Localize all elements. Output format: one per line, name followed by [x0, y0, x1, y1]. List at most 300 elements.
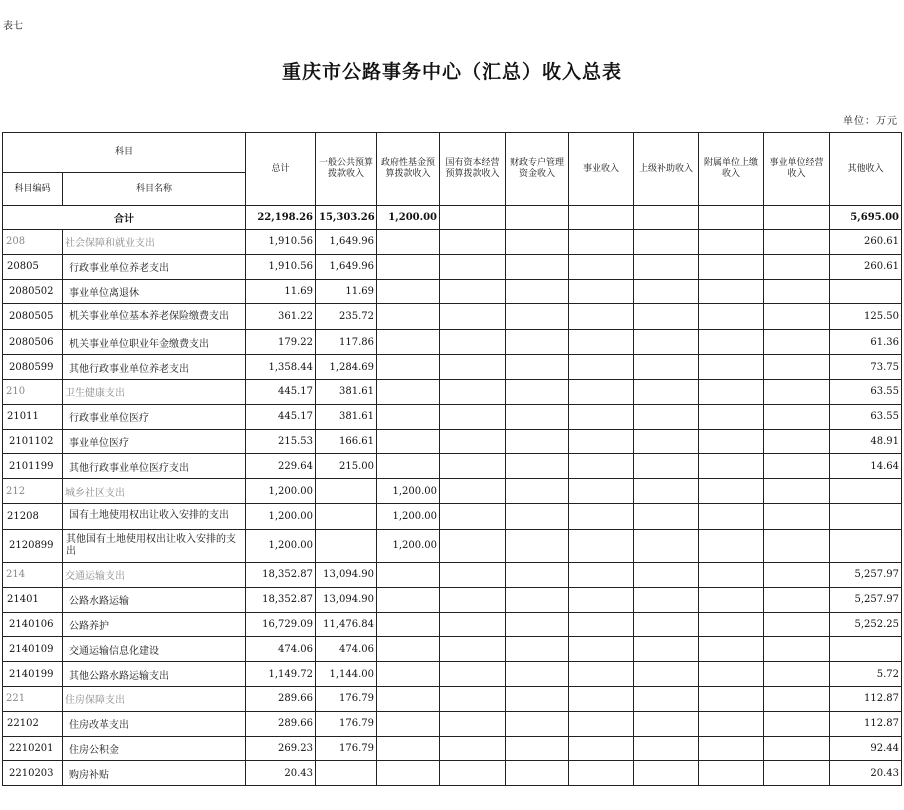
cell-general-budget: 1,144.00 [316, 662, 377, 687]
cell-empty [506, 711, 569, 736]
cell-total: 179.22 [246, 330, 316, 355]
cell-other-income: 20.43 [830, 761, 902, 786]
subject-name: 购房补贴 [63, 761, 246, 786]
cell-empty [440, 404, 506, 429]
header-other-income: 其他收入 [830, 133, 902, 206]
cell-general-budget: 1,649.96 [316, 230, 377, 255]
cell-gov-fund [377, 429, 440, 454]
table-row [3, 429, 902, 454]
subject-code: 21011 [3, 404, 63, 429]
cell-general-budget: 13,094.90 [316, 562, 377, 587]
cell-other-income: 260.61 [830, 254, 902, 279]
subject-code: 210 [3, 379, 63, 404]
cell-empty [506, 279, 569, 304]
total-empty-cell [506, 206, 569, 230]
total-other-income: 5,695.00 [830, 206, 902, 230]
cell-empty [699, 355, 764, 380]
subject-code: 2140106 [3, 612, 63, 637]
subject-name: 住房保障支出 [63, 686, 246, 711]
cell-empty [764, 230, 830, 255]
cell-empty [634, 637, 699, 662]
cell-empty [634, 254, 699, 279]
subject-name: 国有土地使用权出让收入安排的支出 [63, 503, 246, 529]
header-higher-subsidy: 上级补助收入 [634, 133, 699, 206]
subject-name: 机关事业单位基本养老保险缴费支出 [63, 304, 246, 330]
cell-total: 1,200.00 [246, 479, 316, 504]
cell-empty [440, 637, 506, 662]
cell-empty [764, 254, 830, 279]
cell-empty [440, 503, 506, 529]
cell-general-budget: 176.79 [316, 686, 377, 711]
cell-empty [764, 355, 830, 380]
cell-empty [506, 304, 569, 330]
cell-empty [506, 230, 569, 255]
table-row [3, 230, 902, 255]
subject-code: 21401 [3, 587, 63, 612]
total-empty-cell [699, 206, 764, 230]
cell-empty [699, 686, 764, 711]
cell-empty [440, 304, 506, 330]
cell-other-income: 5,257.97 [830, 562, 902, 587]
cell-general-budget: 117.86 [316, 330, 377, 355]
cell-gov-fund [377, 562, 440, 587]
cell-total: 1,149.72 [246, 662, 316, 687]
cell-empty [440, 230, 506, 255]
cell-empty [699, 279, 764, 304]
cell-gov-fund [377, 379, 440, 404]
cell-gov-fund: 1,200.00 [377, 503, 440, 529]
header-name: 科目名称 [63, 173, 246, 206]
subject-code: 2210203 [3, 761, 63, 786]
cell-total: 1,358.44 [246, 355, 316, 380]
cell-empty [634, 686, 699, 711]
cell-empty [634, 304, 699, 330]
cell-other-income [830, 503, 902, 529]
subject-code: 2101199 [3, 454, 63, 479]
cell-empty [764, 479, 830, 504]
cell-other-income: 63.55 [830, 379, 902, 404]
cell-empty [506, 429, 569, 454]
cell-empty [699, 637, 764, 662]
cell-general-budget [316, 503, 377, 529]
cell-empty [764, 562, 830, 587]
cell-general-budget: 235.72 [316, 304, 377, 330]
header-state-capital: 国有资本经营预算拨款收入 [440, 133, 506, 206]
header-total: 总计 [246, 133, 316, 206]
table-row [3, 254, 902, 279]
subject-name: 其他行政事业单位养老支出 [63, 355, 246, 380]
table-row [3, 279, 902, 304]
cell-empty [699, 379, 764, 404]
subject-name: 其他行政事业单位医疗支出 [63, 454, 246, 479]
cell-empty [569, 612, 634, 637]
cell-empty [764, 304, 830, 330]
cell-gov-fund [377, 662, 440, 687]
cell-gov-fund [377, 612, 440, 637]
cell-empty [569, 503, 634, 529]
cell-empty [506, 529, 569, 562]
cell-empty [764, 612, 830, 637]
cell-empty [569, 355, 634, 380]
cell-gov-fund [377, 254, 440, 279]
cell-empty [569, 279, 634, 304]
income-summary-table [2, 132, 902, 786]
header-operating-income: 事业单位经营收入 [764, 133, 830, 206]
cell-gov-fund [377, 330, 440, 355]
cell-general-budget: 13,094.90 [316, 587, 377, 612]
cell-total: 474.06 [246, 637, 316, 662]
cell-empty [569, 330, 634, 355]
table-row [3, 761, 902, 786]
cell-general-budget: 381.61 [316, 404, 377, 429]
cell-empty [506, 736, 569, 761]
cell-total: 1,200.00 [246, 529, 316, 562]
subject-code: 2080505 [3, 304, 63, 330]
cell-general-budget: 11,476.84 [316, 612, 377, 637]
cell-empty [699, 304, 764, 330]
cell-empty [634, 230, 699, 255]
cell-other-income: 260.61 [830, 230, 902, 255]
cell-empty [506, 254, 569, 279]
cell-empty [764, 330, 830, 355]
header-code: 科目编码 [3, 173, 63, 206]
cell-other-income: 92.44 [830, 736, 902, 761]
cell-empty [569, 686, 634, 711]
cell-empty [699, 503, 764, 529]
subject-name: 其他国有土地使用权出让收入安排的支出 [63, 529, 246, 562]
cell-empty [569, 637, 634, 662]
cell-total: 289.66 [246, 711, 316, 736]
total-empty-cell [634, 206, 699, 230]
cell-empty [764, 379, 830, 404]
cell-other-income: 112.87 [830, 686, 902, 711]
cell-other-income [830, 279, 902, 304]
cell-empty [634, 503, 699, 529]
table-row [3, 379, 902, 404]
cell-empty [440, 587, 506, 612]
cell-empty [440, 562, 506, 587]
subject-name: 公路水路运输 [63, 587, 246, 612]
cell-other-income [830, 529, 902, 562]
total-total: 22,198.26 [246, 206, 316, 230]
cell-gov-fund [377, 404, 440, 429]
subject-name: 事业单位医疗 [63, 429, 246, 454]
table-row [3, 612, 902, 637]
cell-empty [699, 612, 764, 637]
cell-general-budget: 11.69 [316, 279, 377, 304]
subject-code: 22102 [3, 711, 63, 736]
subject-name: 其他公路水路运输支出 [63, 662, 246, 687]
cell-total: 215.53 [246, 429, 316, 454]
cell-empty [506, 612, 569, 637]
cell-empty [506, 355, 569, 380]
total-general-budget: 15,303.26 [316, 206, 377, 230]
cell-other-income: 63.55 [830, 404, 902, 429]
subject-code: 2101102 [3, 429, 63, 454]
cell-general-budget: 166.61 [316, 429, 377, 454]
table-number: 表七 [3, 21, 23, 32]
cell-total: 16,729.09 [246, 612, 316, 637]
subject-name: 行政事业单位养老支出 [63, 254, 246, 279]
header-affiliated-payment: 附属单位上缴收入 [699, 133, 764, 206]
cell-other-income: 112.87 [830, 711, 902, 736]
cell-empty [634, 761, 699, 786]
cell-empty [764, 404, 830, 429]
cell-empty [699, 711, 764, 736]
cell-empty [440, 736, 506, 761]
cell-empty [764, 662, 830, 687]
cell-empty [440, 454, 506, 479]
cell-empty [569, 736, 634, 761]
cell-total: 20.43 [246, 761, 316, 786]
cell-gov-fund [377, 355, 440, 380]
cell-empty [699, 479, 764, 504]
subject-code: 21208 [3, 503, 63, 529]
subject-code: 214 [3, 562, 63, 587]
cell-empty [699, 761, 764, 786]
cell-general-budget [316, 761, 377, 786]
subject-code: 2140109 [3, 637, 63, 662]
cell-gov-fund [377, 686, 440, 711]
subject-name: 住房改革支出 [63, 711, 246, 736]
cell-general-budget: 474.06 [316, 637, 377, 662]
cell-total: 18,352.87 [246, 587, 316, 612]
cell-total: 1,910.56 [246, 230, 316, 255]
cell-empty [699, 736, 764, 761]
cell-empty [440, 612, 506, 637]
cell-empty [634, 587, 699, 612]
cell-empty [764, 736, 830, 761]
cell-empty [440, 355, 506, 380]
cell-empty [569, 429, 634, 454]
cell-empty [506, 761, 569, 786]
cell-empty [506, 662, 569, 687]
total-label: 合计 [3, 206, 246, 230]
subject-name: 机关事业单位职业年金缴费支出 [63, 330, 246, 355]
cell-general-budget: 381.61 [316, 379, 377, 404]
cell-gov-fund [377, 736, 440, 761]
cell-empty [506, 404, 569, 429]
table-row [3, 330, 902, 355]
cell-gov-fund: 1,200.00 [377, 479, 440, 504]
cell-general-budget: 1,284.69 [316, 355, 377, 380]
cell-empty [440, 330, 506, 355]
cell-empty [506, 562, 569, 587]
subject-name: 卫生健康支出 [63, 379, 246, 404]
table-row [3, 355, 902, 380]
cell-general-budget: 176.79 [316, 736, 377, 761]
cell-other-income: 125.50 [830, 304, 902, 330]
cell-empty [764, 711, 830, 736]
cell-empty [440, 761, 506, 786]
cell-empty [506, 637, 569, 662]
cell-empty [634, 355, 699, 380]
table-row [3, 503, 902, 529]
cell-empty [699, 429, 764, 454]
subject-name: 行政事业单位医疗 [63, 404, 246, 429]
cell-empty [569, 304, 634, 330]
cell-general-budget: 1,649.96 [316, 254, 377, 279]
cell-empty [699, 254, 764, 279]
total-row [3, 206, 902, 230]
cell-total: 445.17 [246, 379, 316, 404]
cell-general-budget: 176.79 [316, 711, 377, 736]
cell-empty [634, 562, 699, 587]
cell-general-budget [316, 529, 377, 562]
cell-empty [634, 479, 699, 504]
cell-empty [440, 379, 506, 404]
cell-total: 229.64 [246, 454, 316, 479]
cell-total: 18,352.87 [246, 562, 316, 587]
unit-label: 单位：万元 [843, 116, 898, 127]
cell-other-income: 5,252.25 [830, 612, 902, 637]
subject-code: 221 [3, 686, 63, 711]
cell-general-budget: 215.00 [316, 454, 377, 479]
page-title: 重庆市公路事务中心（汇总）收入总表 [281, 61, 622, 83]
subject-name: 住房公积金 [63, 736, 246, 761]
cell-empty [634, 279, 699, 304]
cell-gov-fund [377, 761, 440, 786]
cell-gov-fund [377, 587, 440, 612]
cell-empty [569, 404, 634, 429]
subject-name: 事业单位离退休 [63, 279, 246, 304]
cell-empty [569, 761, 634, 786]
table-row [3, 562, 902, 587]
table-row [3, 304, 902, 330]
table-row [3, 529, 902, 562]
cell-gov-fund [377, 230, 440, 255]
subject-code: 2080502 [3, 279, 63, 304]
cell-other-income [830, 479, 902, 504]
cell-empty [699, 587, 764, 612]
cell-empty [634, 330, 699, 355]
cell-empty [699, 562, 764, 587]
cell-empty [634, 454, 699, 479]
cell-empty [569, 711, 634, 736]
cell-empty [569, 479, 634, 504]
subject-code: 2140199 [3, 662, 63, 687]
cell-empty [634, 736, 699, 761]
cell-gov-fund [377, 304, 440, 330]
cell-empty [764, 637, 830, 662]
cell-empty [440, 279, 506, 304]
cell-empty [569, 587, 634, 612]
cell-other-income: 48.91 [830, 429, 902, 454]
header-business-income: 事业收入 [569, 133, 634, 206]
cell-empty [764, 529, 830, 562]
subject-code: 212 [3, 479, 63, 504]
cell-empty [634, 379, 699, 404]
total-gov-fund: 1,200.00 [377, 206, 440, 230]
header-general-budget: 一般公共预算拨款收入 [316, 133, 377, 206]
cell-other-income: 73.75 [830, 355, 902, 380]
table-row [3, 637, 902, 662]
subject-name: 城乡社区支出 [63, 479, 246, 504]
cell-total: 1,200.00 [246, 503, 316, 529]
table-row [3, 686, 902, 711]
cell-empty [699, 662, 764, 687]
cell-empty [699, 529, 764, 562]
cell-empty [764, 587, 830, 612]
cell-empty [634, 404, 699, 429]
cell-empty [699, 404, 764, 429]
cell-empty [699, 330, 764, 355]
cell-empty [506, 686, 569, 711]
cell-other-income: 5,257.97 [830, 587, 902, 612]
cell-empty [506, 587, 569, 612]
cell-empty [506, 379, 569, 404]
cell-empty [764, 686, 830, 711]
cell-empty [634, 711, 699, 736]
cell-other-income: 5.72 [830, 662, 902, 687]
cell-empty [634, 429, 699, 454]
header-row-1 [3, 133, 902, 173]
header-special-account: 财政专户管理资金收入 [506, 133, 569, 206]
cell-other-income: 61.36 [830, 330, 902, 355]
subject-name: 公路养护 [63, 612, 246, 637]
subject-name: 社会保障和就业支出 [63, 230, 246, 255]
cell-empty [764, 279, 830, 304]
cell-empty [634, 529, 699, 562]
cell-empty [440, 686, 506, 711]
table-row [3, 404, 902, 429]
table-row [3, 711, 902, 736]
cell-gov-fund [377, 637, 440, 662]
cell-total: 1,910.56 [246, 254, 316, 279]
cell-empty [440, 662, 506, 687]
cell-empty [764, 454, 830, 479]
cell-gov-fund: 1,200.00 [377, 529, 440, 562]
cell-total: 445.17 [246, 404, 316, 429]
cell-gov-fund [377, 711, 440, 736]
header-gov-fund: 政府性基金预算拨款收入 [377, 133, 440, 206]
cell-other-income: 14.64 [830, 454, 902, 479]
cell-total: 289.66 [246, 686, 316, 711]
subject-name: 交通运输支出 [63, 562, 246, 587]
cell-empty [569, 254, 634, 279]
cell-empty [569, 379, 634, 404]
cell-gov-fund [377, 279, 440, 304]
cell-empty [699, 230, 764, 255]
total-empty-cell [569, 206, 634, 230]
subject-code: 208 [3, 230, 63, 255]
total-empty-cell [764, 206, 830, 230]
cell-empty [699, 454, 764, 479]
cell-gov-fund [377, 454, 440, 479]
cell-empty [569, 454, 634, 479]
cell-empty [506, 503, 569, 529]
header-subject: 科目 [3, 133, 246, 173]
cell-empty [506, 454, 569, 479]
cell-empty [569, 230, 634, 255]
cell-empty [634, 612, 699, 637]
cell-empty [506, 330, 569, 355]
subject-code: 2080506 [3, 330, 63, 355]
cell-empty [764, 503, 830, 529]
subject-name: 交通运输信息化建设 [63, 637, 246, 662]
cell-empty [569, 562, 634, 587]
cell-empty [440, 254, 506, 279]
subject-code: 2210201 [3, 736, 63, 761]
cell-empty [764, 429, 830, 454]
total-empty-cell [440, 206, 506, 230]
cell-empty [440, 711, 506, 736]
table-row [3, 479, 902, 504]
cell-empty [569, 662, 634, 687]
cell-total: 269.23 [246, 736, 316, 761]
cell-total: 11.69 [246, 279, 316, 304]
subject-code: 20805 [3, 254, 63, 279]
